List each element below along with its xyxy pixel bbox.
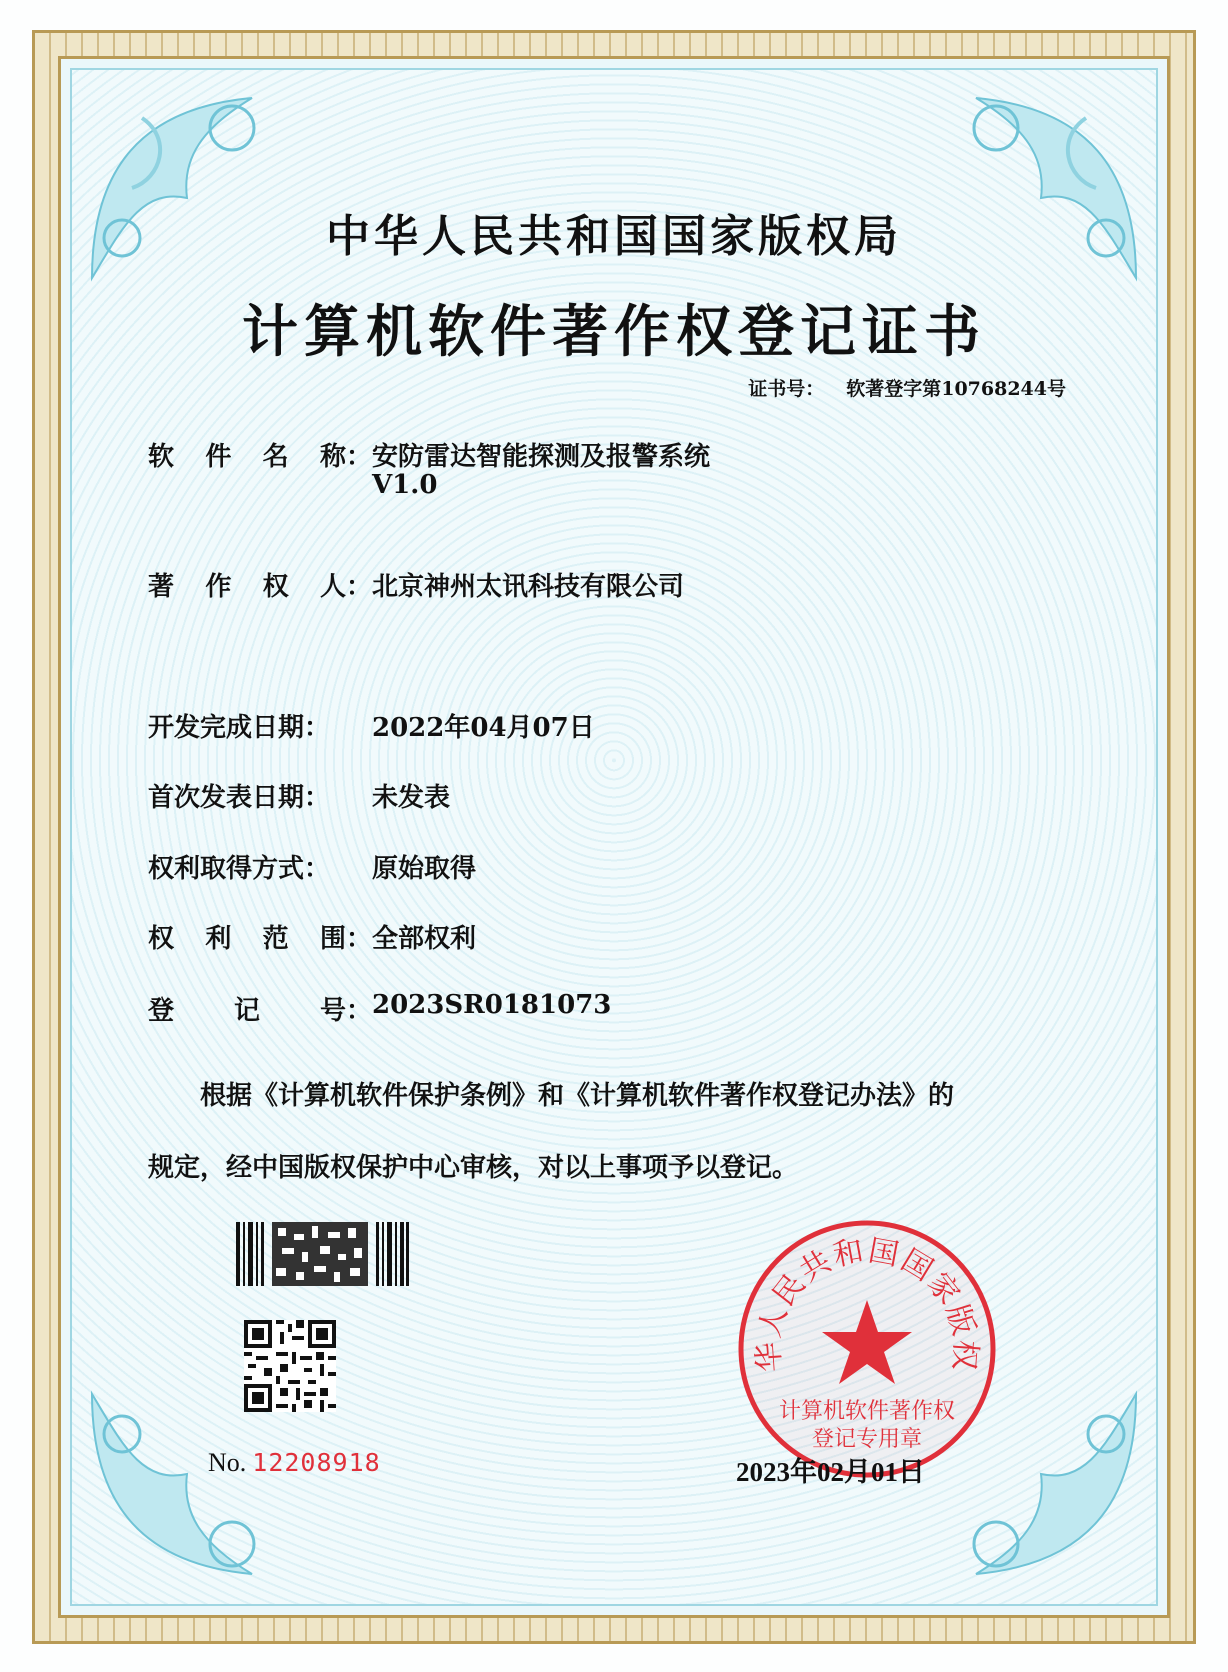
field-value: 安防雷达智能探测及报警系统 bbox=[372, 442, 711, 472]
certificate-number-label: 证书号： bbox=[748, 378, 825, 400]
field-value: 2023SR0181073 bbox=[372, 990, 612, 1020]
field-label: 首次发表日期： bbox=[148, 783, 331, 813]
certificate-number-value: 软著登字第10768244号 bbox=[846, 378, 1066, 400]
field-label: 权 利 范 围： bbox=[148, 924, 372, 954]
serial-prefix: No. bbox=[208, 1448, 247, 1477]
field-label: 登 记 号： bbox=[148, 996, 372, 1026]
field-value: 全部权利 bbox=[372, 924, 477, 954]
field-value: 未发表 bbox=[372, 783, 451, 813]
statement-line-1: 根据《计算机软件保护条例》和《计算机软件著作权登记办法》的 bbox=[200, 1081, 955, 1111]
field-copyright-owner bbox=[148, 566, 684, 603]
field-value: 原始取得 bbox=[372, 854, 477, 884]
certificate-title: 计算机软件著作权登记证书 bbox=[242, 299, 986, 365]
seal-inner-line-2: 登记专用章 bbox=[811, 1427, 923, 1452]
field-software-name bbox=[148, 436, 710, 473]
software-version: V1.0 bbox=[372, 470, 438, 500]
field-value: 2022年04月07日 bbox=[372, 713, 595, 743]
issuing-authority: 中华人民共和国国家版权局 bbox=[326, 211, 902, 262]
field-rights-scope bbox=[148, 918, 476, 955]
field-registration-number bbox=[148, 990, 611, 1027]
qr-code-icon bbox=[244, 1320, 336, 1412]
field-label: 权利取得方式： bbox=[148, 854, 331, 884]
seal-inner-line-1: 计算机软件著作权 bbox=[778, 1399, 956, 1424]
certificate-number bbox=[748, 374, 1066, 401]
corner-ornament-icon bbox=[82, 1384, 292, 1594]
field-value: 北京神州太讯科技有限公司 bbox=[372, 572, 685, 602]
statement-line-2: 规定，经中国版权保护中心审核，对以上事项予以登记。 bbox=[148, 1153, 799, 1183]
field-label: 软 件 名 称： bbox=[148, 442, 372, 472]
field-label: 著 作 权 人： bbox=[148, 572, 372, 602]
field-acquisition-method bbox=[148, 848, 476, 885]
field-first-publication bbox=[148, 777, 450, 814]
issue-date: 2023年02月01日 bbox=[736, 1457, 925, 1487]
serial-number-value: 12208918 bbox=[252, 1448, 381, 1477]
official-seal-icon bbox=[736, 1218, 998, 1480]
seal-outer-text: 华人民共和国国家版权 bbox=[751, 1233, 983, 1374]
field-label: 开发完成日期： bbox=[148, 713, 331, 743]
barcode-icon bbox=[236, 1222, 410, 1286]
field-completion-date bbox=[148, 707, 595, 744]
serial-number bbox=[208, 1448, 381, 1478]
